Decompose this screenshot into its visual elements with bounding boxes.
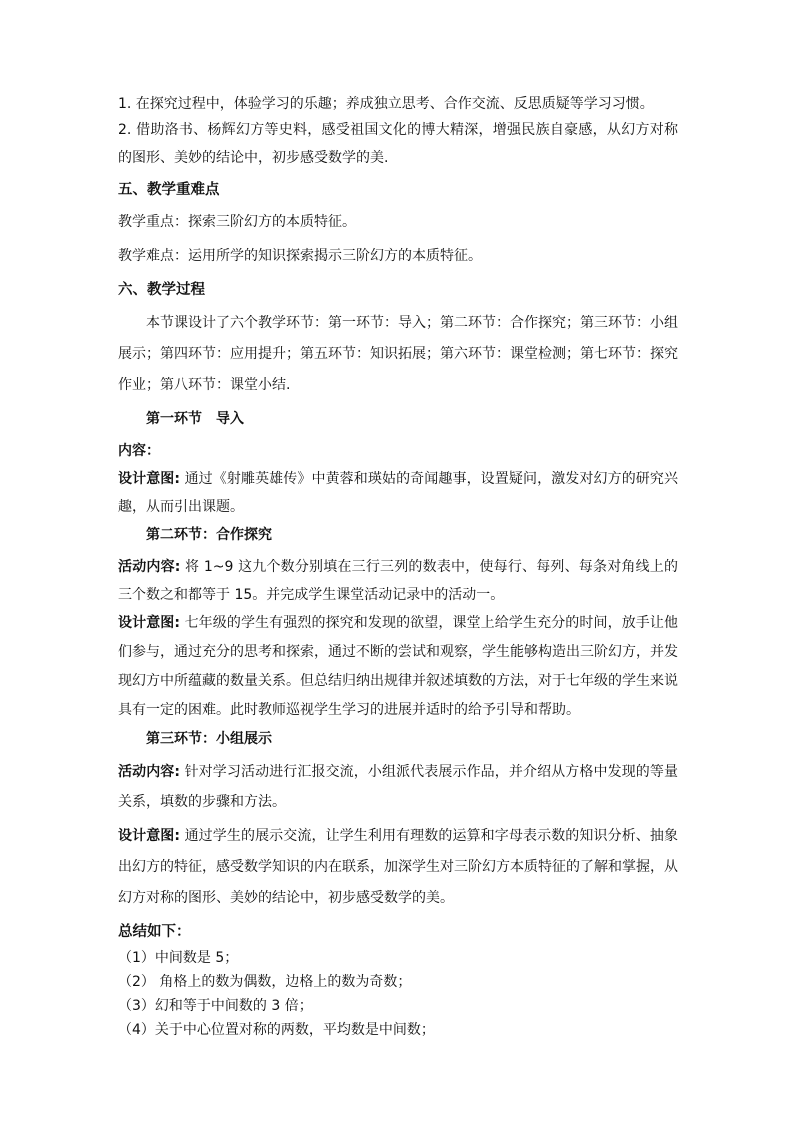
key-point: 教学重点：探索三阶幻方的本质特征。	[118, 214, 356, 230]
stage1-design-text: 通过《射雕英雄传》中黄蓉和瑛姑的奇闻趣事，设置疑问，激发对幻方的研究兴趣，从而引出课题。	[118, 471, 678, 515]
summary-item-4: （4）关于中心位置对称的两数，平均数是中间数；	[118, 1022, 435, 1038]
section6-heading: 六、教学过程	[118, 282, 205, 298]
stage3-activity-label: 活动内容:	[118, 764, 181, 780]
section5-heading: 五、教学重难点	[118, 182, 220, 198]
stage2-design-text: 七年级的学生有强烈的探究和发现的欲望，课堂上给学生充分的时间，放手让他们参与，通过充分的思考和探索，通过不断的尝试和观察，学生能够构造出三阶幻方，并发现幻方中所蕴藏的数量关系。但总结归纳出规律并叙述填数的方法，对于七年级的学生来说具有一定的困难。此时教师巡视学生学习的进展并适时的给予引导和帮助。	[118, 615, 678, 718]
stage3-design-label: 设计意图:	[118, 828, 181, 844]
summary-item-1: （1）中间数是 5；	[118, 950, 239, 966]
document-body	[118, 92, 678, 1042]
stage3-design	[118, 821, 678, 914]
stage3-title: 第三环节：小组展示	[146, 731, 272, 747]
stage1-content-label: 内容：	[118, 443, 160, 459]
stage1-title: 第一环节 导入	[146, 411, 244, 427]
stage2-activity-label: 活动内容:	[118, 559, 181, 575]
section6-intro: 本节课设计了六个教学环节：第一环节：导入；第二环节：合作探究；第三环节：小组展示；第四环节：应用提升；第五环节：知识拓展；第六环节：课堂检测；第七环节：探究作业；第八环节：课堂小结.	[118, 315, 678, 393]
difficult-point: 教学难点：运用所学的知识探索揭示三阶幻方的本质特征。	[118, 248, 482, 264]
goal-item-1: 1. 在探究过程中，体验学习的乐趣；养成独立思考、合作交流、反思质疑等学习习惯。	[118, 96, 654, 112]
summary-list	[118, 946, 678, 1042]
stage2-design-label: 设计意图:	[118, 615, 181, 631]
stage2-title: 第二环节：合作探究	[146, 527, 272, 543]
stage3-activity	[118, 757, 678, 817]
stage2-design	[118, 609, 678, 725]
stage3-design-text: 通过学生的展示交流，让学生利用有理数的运算和字母表示数的知识分析、抽象出幻方的特征，感受数学知识的内在联系，加深学生对三阶幻方本质特征的了解和掌握，从幻方对称的图形、美妙的结论中，初步感受数学的美。	[118, 828, 678, 906]
summary-heading: 总结如下：	[118, 924, 191, 940]
stage2-activity	[118, 553, 678, 609]
stage3-activity-text: 针对学习活动进行汇报交流，小组派代表展示作品，并介绍从方格中发现的等量关系，填数的步骤和方法。	[118, 764, 678, 810]
summary-item-2: （2） 角格上的数为偶数，边格上的数为奇数；	[118, 974, 412, 990]
stage1-design-label: 设计意图:	[118, 471, 181, 487]
stage1-design	[118, 465, 678, 521]
stage2-activity-text: 将 1~9 这九个数分别填在三行三列的数表中，使每行、每列、每条对角线上的三个数之和都等于 15。并完成学生课堂活动记录中的活动一。	[118, 559, 678, 603]
goal-item-2: 2. 借助洛书、杨辉幻方等史料，感受祖国文化的博大精深，增强民族自豪感，从幻方对称的图形、美妙的结论中，初步感受数学的美.	[118, 122, 678, 166]
stage1-content	[118, 437, 678, 465]
summary-item-3: （3）幻和等于中间数的 3 倍；	[118, 998, 313, 1014]
